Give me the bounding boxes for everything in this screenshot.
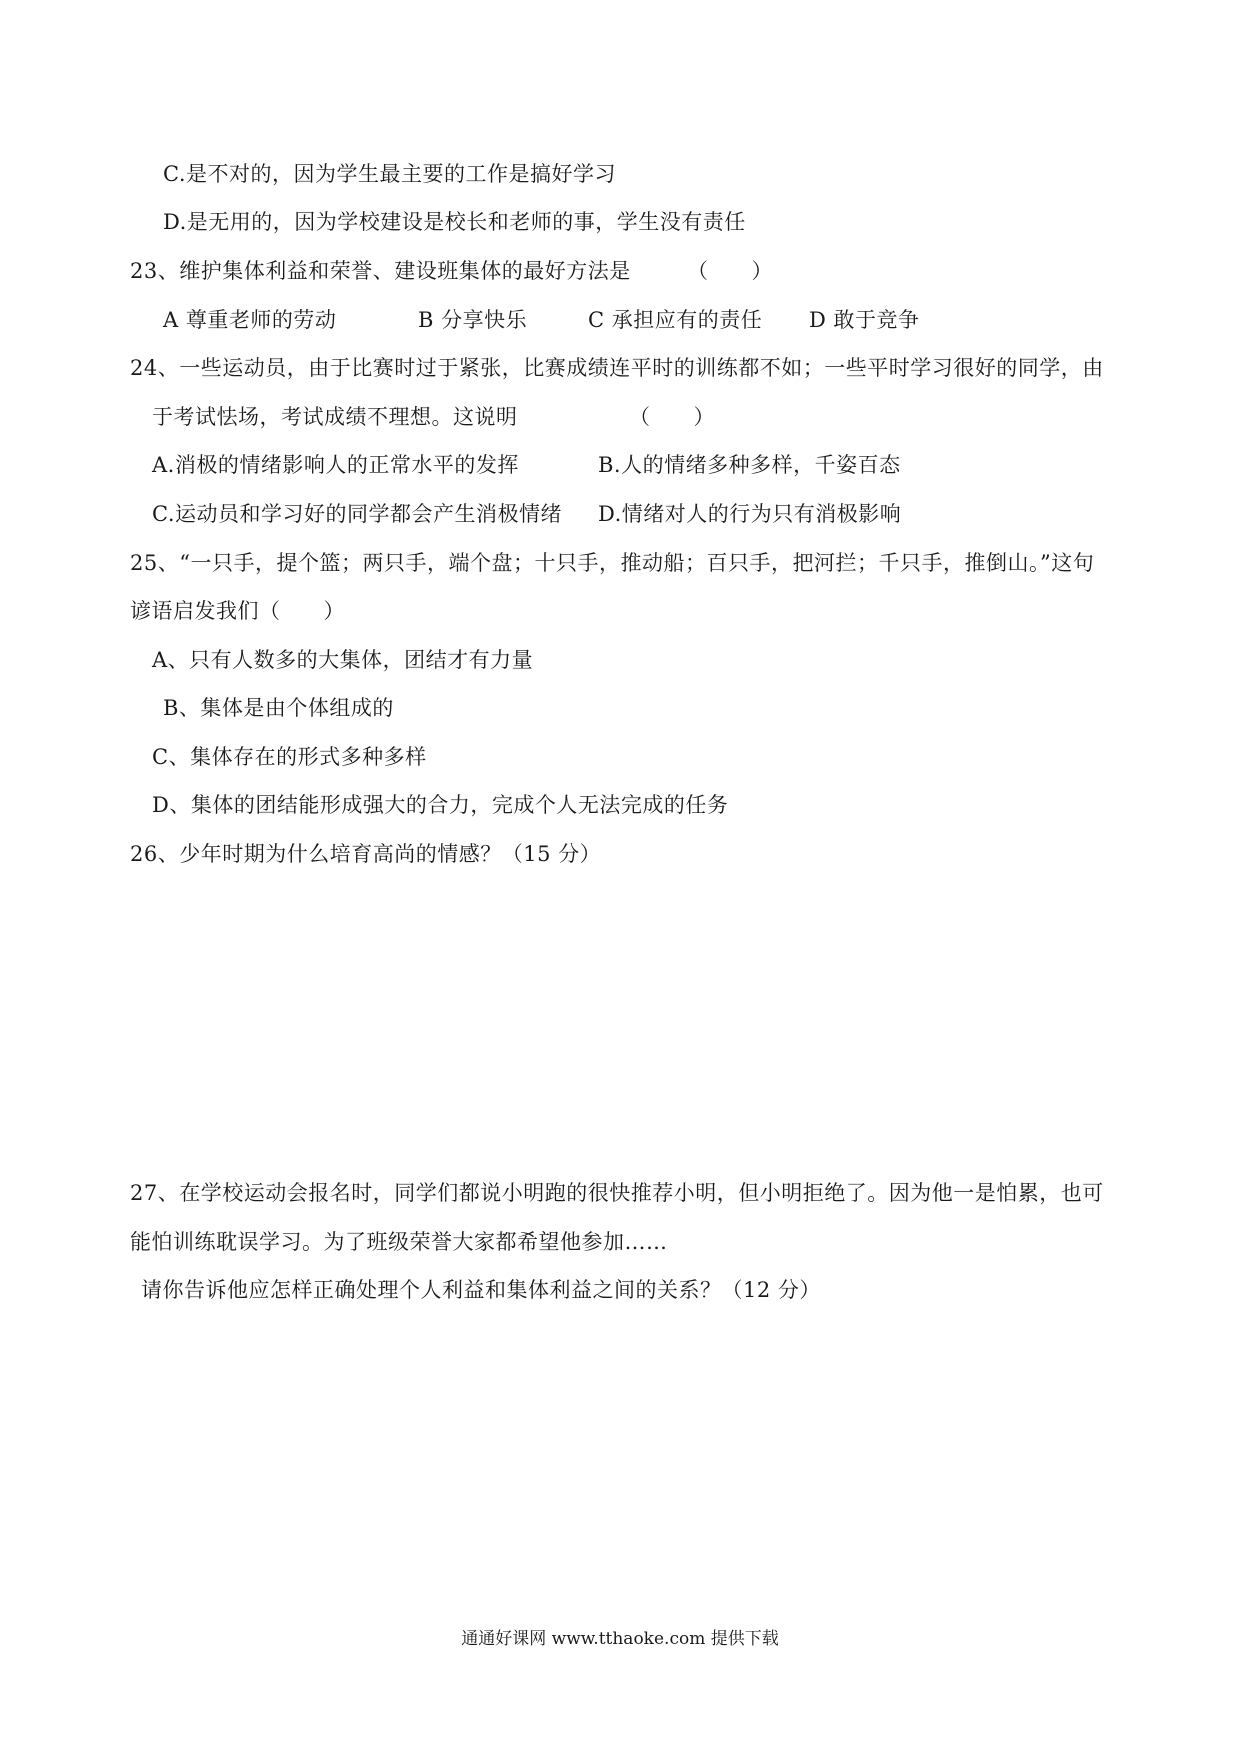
q22-option-d: D.是无用的，因为学校建设是校长和老师的事，学生没有责任 [163, 210, 746, 234]
q23-option-b: B 分享快乐 [418, 308, 528, 332]
q26-stem: 26、少年时期为什么培育高尚的情感？（15 分） [130, 842, 602, 866]
q24-option-b: B.人的情绪多种多样，千姿百态 [598, 453, 901, 477]
q23-option-c: C 承担应有的责任 [588, 308, 763, 332]
q24-option-d: D.情绪对人的行为只有消极影响 [598, 502, 902, 526]
q24-options-row2 [152, 500, 952, 528]
q25-option-d: D、集体的团结能形成强大的合力，完成个人无法完成的任务 [152, 793, 729, 817]
q24-options-row1 [152, 451, 952, 479]
q25-option-c: C、集体存在的形式多种多样 [152, 745, 427, 769]
q24-stem-line2: 于考试怯场，考试成绩不理想。这说明 [152, 405, 518, 429]
q24-stem-row [152, 403, 752, 431]
download-footer: 通通好课网 www.tthaoke.com 提供下载 [461, 1629, 779, 1649]
q25-option-b: B、集体是由个体组成的 [163, 696, 394, 720]
q25-option-a: A、只有人数多的大集体，团结才有力量 [152, 648, 534, 672]
q27-stem-line1: 27、在学校运动会报名时，同学们都说小明跑的很快推荐小明，但小明拒绝了。因为他一是怕累，也可 [130, 1181, 1104, 1205]
q23-answer-paren: （ ） [687, 259, 773, 283]
q27-stem-line2: 能怕训练耽误学习。为了班级荣誉大家都希望他参加…… [130, 1230, 668, 1254]
q25-stem-line2: 谚语启发我们（ ） [130, 599, 345, 623]
q23-option-d: D 敢于竞争 [809, 308, 920, 332]
q23-options-row [163, 306, 963, 334]
q22-option-c: C.是不对的，因为学生最主要的工作是搞好学习 [163, 162, 616, 186]
q23-stem-row [130, 257, 830, 285]
q24-answer-paren: （ ） [629, 405, 715, 429]
q25-stem-line1: 25、“一只手，提个篮；两只手，端个盘；十只手，推动船；百只手，把河拦；千只手，推倒山。”这句 [130, 551, 1095, 575]
q24-stem-line1: 24、一些运动员，由于比赛时过于紧张，比赛成绩连平时的训练都不如；一些平时学习很好的同学，由 [130, 356, 1104, 380]
q23-option-a: A 尊重老师的劳动 [163, 308, 337, 332]
q24-option-a: A.消极的情绪影响人的正常水平的发挥 [152, 453, 519, 477]
q27-stem-line3: 请你告诉他应怎样正确处理个人利益和集体利益之间的关系？（12 分） [141, 1278, 821, 1302]
q24-option-c: C.运动员和学习好的同学都会产生消极情绪 [152, 502, 562, 526]
q23-stem: 23、维护集体利益和荣誉、建设班集体的最好方法是 [130, 259, 631, 283]
